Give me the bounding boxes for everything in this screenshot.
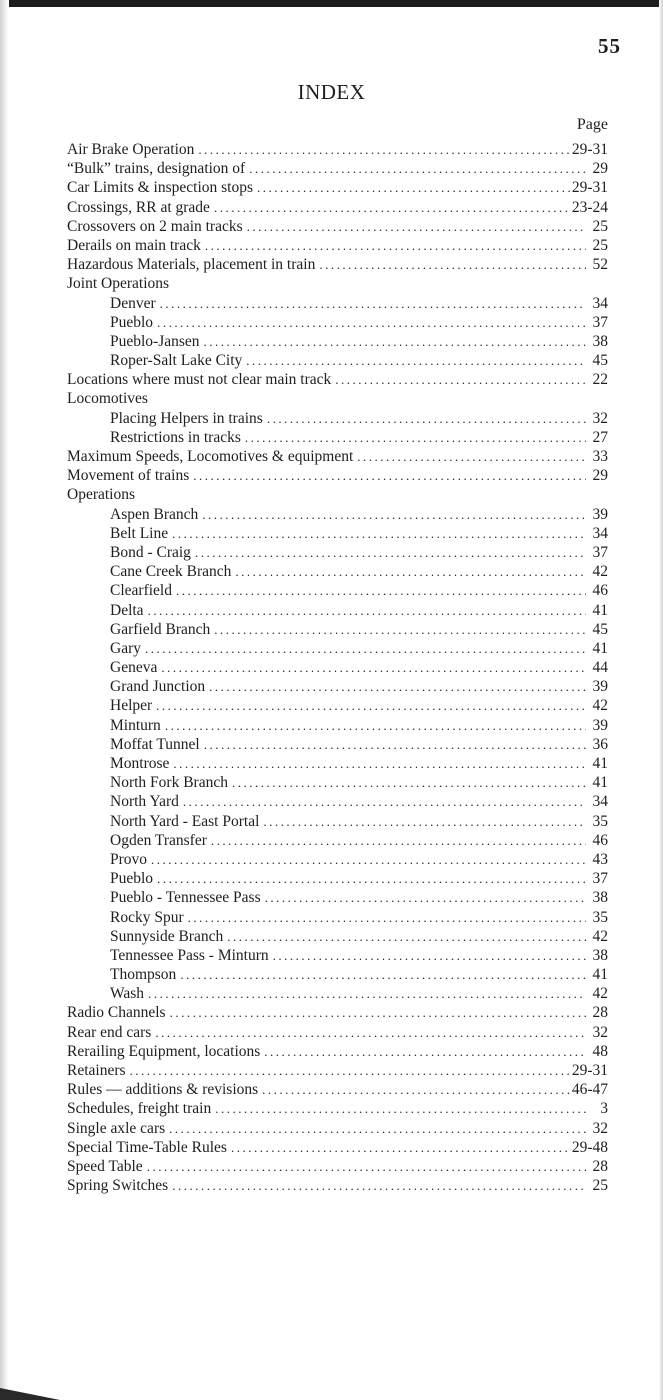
index-entry bbox=[67, 1119, 608, 1138]
entry-page: 29-31 bbox=[571, 1062, 608, 1079]
dot-leader bbox=[151, 850, 586, 869]
dot-leader bbox=[188, 908, 586, 927]
dot-leader bbox=[263, 812, 586, 831]
entry-page: 36 bbox=[592, 735, 608, 753]
entry-page: 3 bbox=[600, 1100, 608, 1118]
entry-label: Restrictions in tracks bbox=[110, 428, 241, 446]
entry-label: Spring Switches bbox=[67, 1177, 169, 1195]
index-entry bbox=[67, 1023, 608, 1042]
entry-label: Denver bbox=[110, 294, 156, 312]
entry-page: 39 bbox=[592, 505, 608, 523]
entry-page: 38 bbox=[592, 332, 608, 350]
entry-label: Roper-Salt Lake City bbox=[110, 352, 243, 370]
entry-page: 43 bbox=[592, 850, 608, 868]
index-entry bbox=[67, 1157, 608, 1176]
dot-leader bbox=[176, 581, 586, 600]
index-subentry bbox=[67, 908, 608, 927]
dot-leader bbox=[264, 1042, 586, 1061]
index-entry bbox=[67, 159, 608, 178]
scan-right-edge bbox=[659, 0, 663, 1400]
entry-page: 42 bbox=[592, 697, 608, 715]
index-entry bbox=[67, 178, 608, 197]
index-subentry bbox=[67, 773, 608, 792]
dot-leader bbox=[160, 294, 586, 313]
entry-page: 35 bbox=[592, 812, 608, 830]
entry-page: 27 bbox=[592, 428, 608, 446]
index-entry bbox=[67, 466, 608, 485]
index-subentry bbox=[67, 639, 608, 658]
entry-page: 33 bbox=[592, 448, 608, 465]
dot-leader bbox=[215, 1099, 586, 1118]
entry-label: Retainers bbox=[67, 1062, 126, 1079]
index-subentry bbox=[67, 543, 608, 562]
index-entries bbox=[67, 140, 608, 1195]
entry-page: 38 bbox=[592, 946, 608, 964]
index-entry bbox=[67, 140, 608, 159]
index-subentry bbox=[67, 294, 608, 313]
entry-label: Operations bbox=[67, 486, 136, 504]
entry-page: 25 bbox=[592, 217, 608, 235]
entry-page: 42 bbox=[592, 927, 608, 945]
entry-label: Hazardous Materials, placement in train bbox=[67, 256, 316, 274]
dot-leader bbox=[157, 869, 586, 888]
dot-leader bbox=[247, 217, 586, 236]
entry-label: Rerailing Equipment, locations bbox=[67, 1042, 261, 1060]
entry-page: 32 bbox=[592, 1119, 608, 1137]
index-entry bbox=[67, 1138, 608, 1157]
index-subentry bbox=[67, 984, 608, 1003]
entry-page: 41 bbox=[592, 601, 608, 619]
entry-label: Garfield Branch bbox=[110, 620, 211, 638]
page-number: 55 bbox=[598, 34, 621, 58]
page-column-header: Page bbox=[576, 116, 608, 133]
entry-page: 45 bbox=[592, 352, 608, 370]
index-subentry bbox=[67, 716, 608, 735]
dot-leader bbox=[249, 159, 586, 178]
entry-label: Thompson bbox=[110, 966, 177, 984]
index-entry bbox=[67, 274, 608, 293]
dot-leader bbox=[172, 1176, 586, 1195]
entry-page: 48 bbox=[592, 1042, 608, 1060]
entry-label: Clearfield bbox=[110, 582, 172, 600]
index-entry bbox=[67, 485, 608, 504]
entry-label: Schedules, freight train bbox=[67, 1100, 212, 1118]
index-subentry bbox=[67, 601, 608, 620]
dot-leader bbox=[245, 428, 586, 447]
dot-leader bbox=[267, 409, 586, 428]
entry-label: North Fork Branch bbox=[110, 774, 228, 792]
index-subentry bbox=[67, 313, 608, 332]
index-subentry bbox=[67, 658, 608, 677]
index-subentry bbox=[67, 946, 608, 965]
entry-page: 34 bbox=[592, 524, 608, 542]
entry-page: 29 bbox=[592, 160, 608, 178]
entry-label: Grand Junction bbox=[110, 678, 206, 696]
dot-leader bbox=[156, 696, 586, 715]
entry-label: Radio Channels bbox=[67, 1004, 166, 1022]
index-subentry bbox=[67, 869, 608, 888]
entry-page: 46 bbox=[592, 582, 608, 600]
dot-leader bbox=[157, 313, 586, 332]
dot-leader bbox=[202, 505, 586, 524]
dot-leader bbox=[205, 236, 586, 255]
index-entry bbox=[67, 1176, 608, 1195]
index-subentry bbox=[67, 620, 608, 639]
index-subentry bbox=[67, 677, 608, 696]
entry-page: 46 bbox=[592, 831, 608, 849]
entry-label: Locomotives bbox=[67, 390, 148, 408]
dot-leader bbox=[165, 716, 586, 735]
dot-leader bbox=[170, 1003, 586, 1022]
entry-page: 35 bbox=[592, 908, 608, 926]
entry-label: Wash bbox=[110, 985, 145, 1003]
entry-label: Pueblo bbox=[110, 313, 154, 331]
index-subentry bbox=[67, 850, 608, 869]
entry-label: Pueblo-Jansen bbox=[110, 332, 200, 350]
entry-page: 45 bbox=[592, 620, 608, 638]
entry-label: Derails on main track bbox=[67, 236, 201, 254]
entry-label: Geneva bbox=[110, 659, 158, 677]
entry-page: 32 bbox=[592, 409, 608, 427]
entry-label: Locations where must not clear main track bbox=[67, 371, 332, 389]
index-entry bbox=[67, 1003, 608, 1022]
entry-label: Helper bbox=[110, 697, 153, 715]
index-subentry bbox=[67, 696, 608, 715]
entry-label: Car Limits & inspection stops bbox=[67, 179, 253, 197]
dot-leader bbox=[193, 466, 586, 485]
entry-page: 42 bbox=[592, 563, 608, 581]
index-subentry bbox=[67, 965, 608, 984]
dot-leader bbox=[180, 965, 586, 984]
dot-leader bbox=[257, 178, 570, 197]
index-subentry bbox=[67, 524, 608, 543]
dot-leader bbox=[161, 658, 586, 677]
dot-leader bbox=[211, 831, 586, 850]
entry-label: Tennessee Pass - Minturn bbox=[110, 946, 269, 964]
dot-leader bbox=[204, 332, 586, 351]
index-entry bbox=[67, 217, 608, 236]
dot-leader bbox=[169, 1119, 586, 1138]
entry-page: 29 bbox=[592, 467, 608, 485]
dot-leader bbox=[130, 1061, 570, 1080]
dot-leader bbox=[155, 1023, 586, 1042]
entry-label: Placing Helpers in trains bbox=[110, 409, 263, 427]
dot-leader bbox=[214, 198, 570, 217]
entry-label: Aspen Branch bbox=[110, 505, 199, 523]
index-entry bbox=[67, 447, 608, 466]
entry-page: 29-48 bbox=[571, 1138, 608, 1156]
entry-page: 37 bbox=[592, 313, 608, 331]
entry-page: 42 bbox=[592, 985, 608, 1003]
entry-label: Single axle cars bbox=[67, 1119, 166, 1137]
entry-label: Ogden Transfer bbox=[110, 831, 207, 849]
dot-leader bbox=[319, 255, 586, 274]
index-subentry bbox=[67, 332, 608, 351]
dot-leader bbox=[173, 754, 586, 773]
dot-leader bbox=[232, 773, 586, 792]
entry-label: Sunnyside Branch bbox=[110, 927, 224, 945]
index-subentry bbox=[67, 409, 608, 428]
index-subentry bbox=[67, 792, 608, 811]
entry-label: Special Time-Table Rules bbox=[67, 1138, 227, 1156]
dot-leader bbox=[235, 562, 586, 581]
entry-label: Maximum Speeds, Locomotives & equipment bbox=[67, 448, 354, 465]
entry-label: Joint Operations bbox=[67, 275, 170, 293]
index-entry bbox=[67, 236, 608, 255]
index-subentry bbox=[67, 927, 608, 946]
dot-leader bbox=[265, 888, 586, 907]
entry-page: 37 bbox=[592, 870, 608, 888]
index-entry bbox=[67, 389, 608, 408]
entry-label: Speed Table bbox=[67, 1157, 143, 1175]
dot-leader bbox=[357, 447, 586, 466]
entry-label: Rules — additions & revisions bbox=[67, 1081, 259, 1099]
entry-label: North Yard - East Portal bbox=[110, 812, 260, 830]
entry-page: 25 bbox=[592, 236, 608, 254]
dot-leader bbox=[148, 984, 586, 1003]
entry-label: North Yard bbox=[110, 793, 179, 811]
dot-leader bbox=[209, 677, 586, 696]
entry-label: Montrose bbox=[110, 755, 170, 772]
entry-label: Movement of trains bbox=[67, 467, 190, 485]
dot-leader bbox=[172, 524, 586, 543]
entry-page: 29-31 bbox=[571, 179, 608, 197]
scan-top-border bbox=[0, 0, 663, 7]
entry-page: 28 bbox=[592, 1157, 608, 1175]
index-subentry bbox=[67, 735, 608, 754]
entry-page: 41 bbox=[592, 774, 608, 792]
index-entry bbox=[67, 1099, 608, 1118]
entry-label: Gary bbox=[110, 639, 141, 657]
dot-leader bbox=[148, 601, 586, 620]
scan-corner-shadow bbox=[0, 1388, 60, 1400]
index-entry bbox=[67, 1080, 608, 1099]
index-subentry bbox=[67, 812, 608, 831]
entry-label: Cane Creek Branch bbox=[110, 563, 232, 581]
entry-page: 22 bbox=[592, 371, 608, 389]
dot-leader bbox=[227, 927, 586, 946]
dot-leader bbox=[195, 543, 586, 562]
entry-page: 41 bbox=[592, 639, 608, 657]
dot-leader bbox=[204, 735, 586, 754]
index-subentry bbox=[67, 351, 608, 370]
entry-page: 41 bbox=[592, 966, 608, 984]
entry-label: Rear end cars bbox=[67, 1023, 152, 1041]
index-entry bbox=[67, 1061, 608, 1080]
entry-label: “Bulk” trains, designation of bbox=[67, 160, 246, 178]
entry-page: 34 bbox=[592, 793, 608, 811]
entry-label: Moffat Tunnel bbox=[110, 735, 200, 753]
entry-label: Pueblo bbox=[110, 870, 154, 888]
entry-page: 37 bbox=[592, 543, 608, 561]
entry-page: 28 bbox=[592, 1004, 608, 1022]
dot-leader bbox=[145, 639, 586, 658]
dot-leader bbox=[214, 620, 586, 639]
index-entry bbox=[67, 198, 608, 217]
entry-page: 44 bbox=[592, 659, 608, 677]
dot-leader bbox=[147, 1157, 586, 1176]
index-subentry bbox=[67, 888, 608, 907]
dot-leader bbox=[273, 946, 586, 965]
entry-label: Belt Line bbox=[110, 524, 169, 542]
entry-page: 32 bbox=[592, 1023, 608, 1041]
index-subentry bbox=[67, 754, 608, 773]
entry-page: 38 bbox=[592, 889, 608, 907]
entry-page: 46-47 bbox=[571, 1081, 608, 1099]
index-subentry bbox=[67, 428, 608, 447]
entry-label: Air Brake Operation bbox=[67, 141, 195, 158]
dot-leader bbox=[335, 370, 586, 389]
entry-page: 41 bbox=[592, 755, 608, 772]
entry-page: 23-24 bbox=[571, 198, 608, 216]
scan-left-edge bbox=[0, 0, 9, 1400]
dot-leader bbox=[246, 351, 586, 370]
index-subentry bbox=[67, 581, 608, 600]
entry-page: 34 bbox=[592, 294, 608, 312]
index-subentry bbox=[67, 562, 608, 581]
dot-leader bbox=[231, 1138, 570, 1157]
entry-label: Delta bbox=[110, 601, 144, 619]
entry-page: 25 bbox=[592, 1177, 608, 1195]
entry-label: Provo bbox=[110, 850, 148, 868]
entry-label: Crossovers on 2 main tracks bbox=[67, 217, 243, 235]
index-subentry bbox=[67, 505, 608, 524]
dot-leader bbox=[198, 140, 569, 159]
index-entry bbox=[67, 1042, 608, 1061]
entry-label: Rocky Spur bbox=[110, 908, 184, 926]
index-subentry bbox=[67, 831, 608, 850]
index-entry bbox=[67, 370, 608, 389]
entry-page: 52 bbox=[592, 256, 608, 274]
dot-leader bbox=[183, 792, 586, 811]
entry-page: 39 bbox=[592, 716, 608, 734]
entry-page: 39 bbox=[592, 678, 608, 696]
entry-page: 29-31 bbox=[571, 141, 608, 158]
dot-leader bbox=[262, 1080, 570, 1099]
entry-label: Pueblo - Tennessee Pass bbox=[110, 889, 261, 907]
entry-label: Minturn bbox=[110, 716, 161, 734]
entry-label: Bond - Craig bbox=[110, 543, 191, 561]
index-title: INDEX bbox=[297, 80, 366, 104]
entry-label: Crossings, RR at grade bbox=[67, 198, 210, 216]
index-entry bbox=[67, 255, 608, 274]
